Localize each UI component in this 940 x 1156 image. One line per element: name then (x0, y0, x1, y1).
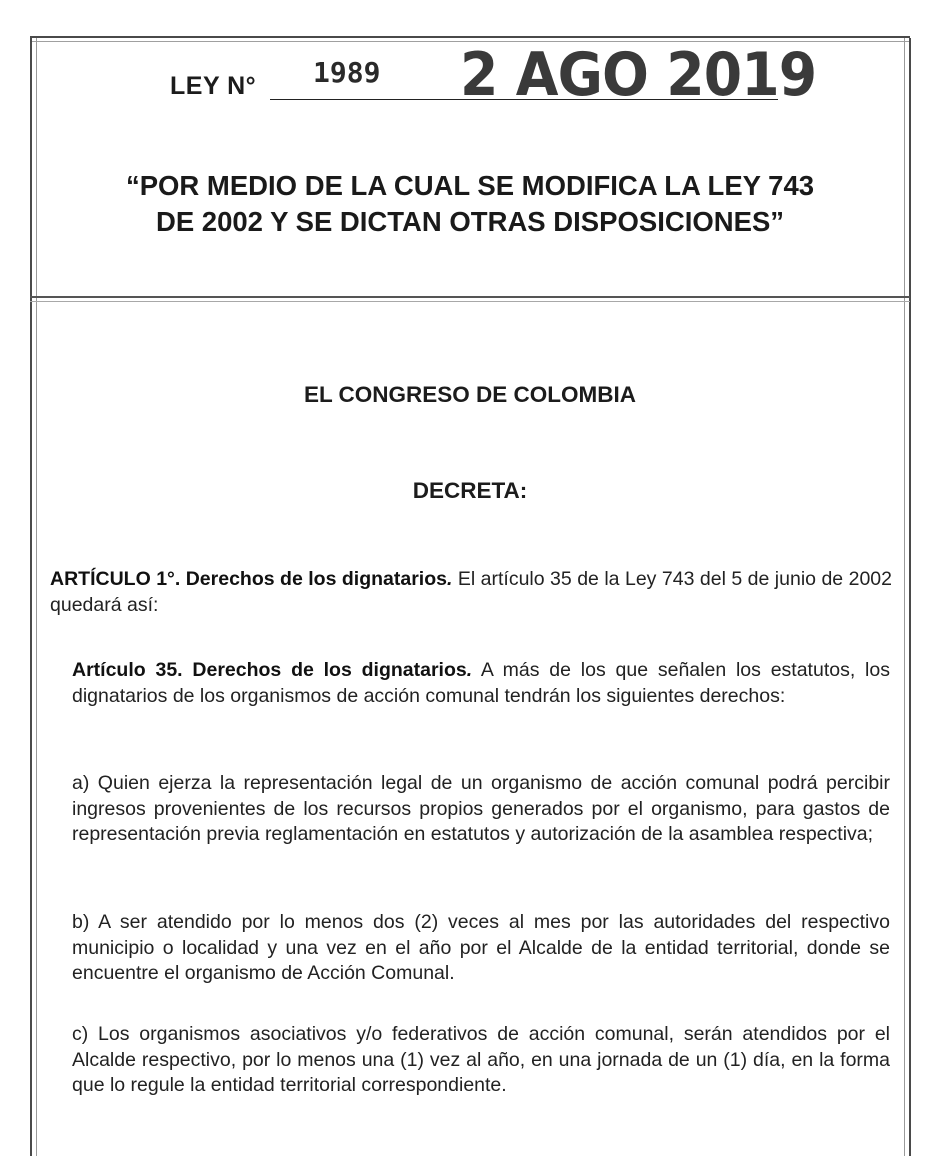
document-title-line-1: “POR MEDIO DE LA CUAL SE MODIFICA LA LEY 743 (125, 170, 815, 201)
article-35-heading-period: . (466, 659, 473, 681)
ley-number: 1989 (313, 56, 381, 89)
decree-heading: DECRETA: (412, 478, 528, 503)
document-title-line-2: DE 2002 Y SE DICTAN OTRAS DISPOSICIONES” (155, 206, 785, 237)
date-stamp: 2 AGO 2019 (460, 40, 817, 110)
article-1-text: El artículo 35 de la Ley 743 del 5 de junio de 2002 quedará así: (50, 568, 892, 616)
article-1-paragraph (50, 567, 892, 618)
item-a-paragraph: a) Quien ejerza la representación legal de un organismo de acción comunal podrá percibir ingresos provenientes de los recursos propios generados por el organismo, para gastos de representación previa reglamentación en estatutos y autorización de la asamblea respectiva; (72, 772, 890, 845)
article-35-heading: Artículo 35. Derechos de los dignatarios (72, 659, 467, 681)
article-1-heading-period: . (446, 568, 453, 590)
document-title (40, 168, 900, 240)
article-35-paragraph (72, 658, 890, 709)
frame-left-border (30, 38, 37, 1156)
item-c-paragraph: c) Los organismos asociativos y/o federativos de acción comunal, serán atendidos por el Alcalde respectivo, por lo menos una (1) vez al año, en una jornada de un (1) día, en la forma que lo regule la entidad territorial correspondiente. (72, 1023, 890, 1096)
article-1-heading: ARTÍCULO 1°. Derechos de los dignatarios (50, 568, 447, 590)
item-b-paragraph: b) A ser atendido por lo menos dos (2) veces al mes por las autoridades del respectivo municipio o localidad y una vez en el año por el Alcalde de la entidad territorial, donde se encuentre el organismo de Acción Comunal. (72, 911, 890, 984)
frame-right-border (904, 38, 911, 1156)
article-35-text: A más de los que señalen los estatutos, los dignatarios de los organismos de acción comunal tendrán los siguientes derechos: (72, 659, 890, 707)
issuer-heading: EL CONGRESO DE COLOMBIA (303, 382, 637, 407)
header-divider (30, 296, 910, 302)
ley-label: LEY N° (170, 72, 257, 100)
